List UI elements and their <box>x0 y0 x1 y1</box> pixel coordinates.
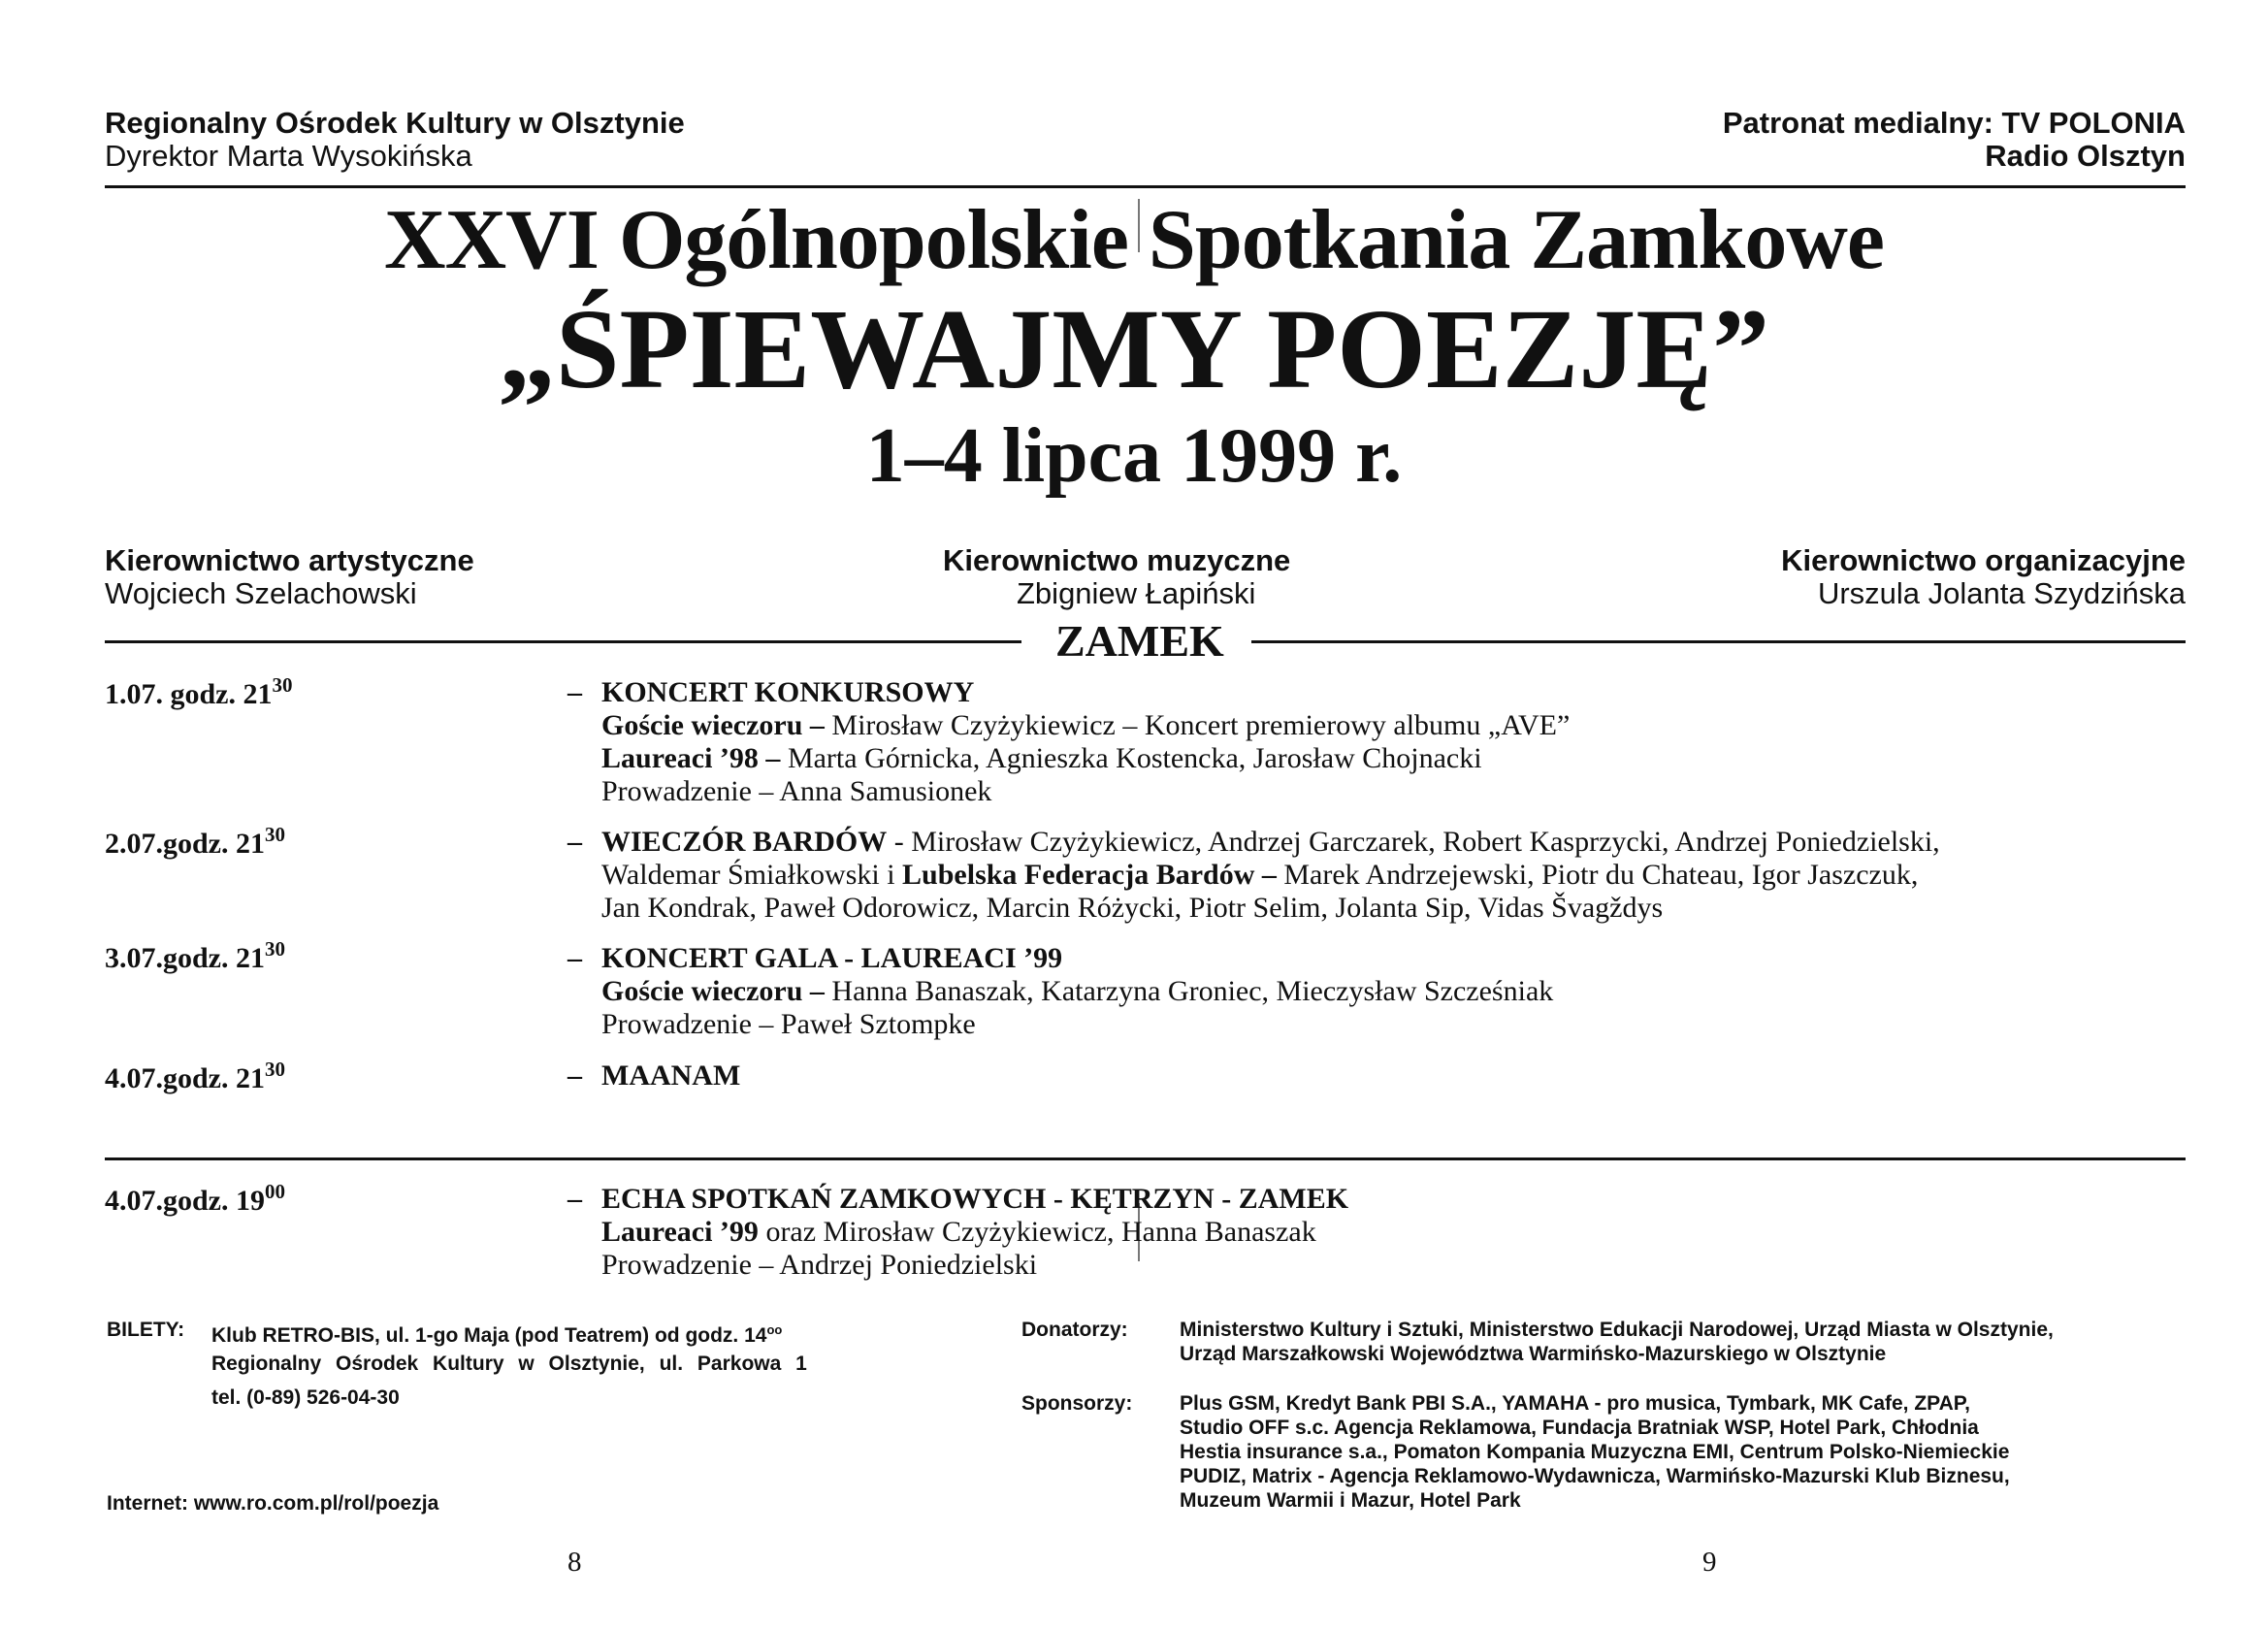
sponsors-line: Studio OFF s.c. Agencja Reklamowa, Fundacja Bratniak WSP, Hotel Park, Chłodnia <box>1180 1417 1979 1439</box>
music-director: Zbigniew Łapiński <box>1017 576 1256 610</box>
director-name: Dyrektor Marta Wysokińska <box>105 139 472 173</box>
event-title: KONCERT GALA - LAUREACI ’99 <box>601 942 1063 974</box>
event-date: 4.07.godz. $21^{30}$ <box>105 1058 285 1094</box>
event-line: Goście wieczoru – Mirosław Czyżykiewicz – Koncert premierowy albumu „AVE” <box>601 709 1571 741</box>
event-date: 3.07.godz. $21^{30}$ <box>105 937 285 974</box>
event-title: ECHA SPOTKAŃ ZAMKOWYCH - KĘTRZYN - ZAMEK <box>601 1183 1349 1215</box>
tickets-label: BILETY: <box>107 1319 185 1341</box>
section-title: ZAMEK <box>1055 616 1224 666</box>
artistic-direction-label: Kierownictwo artystyczne <box>105 543 474 577</box>
zamek-rule-left <box>105 640 1021 643</box>
event-time-minutes: 30 <box>265 823 285 846</box>
event-line: Waldemar Śmiałkowski i Lubelska Federacja Bardów – Marek Andrzejewski, Piotr du Chateau, Igor Jaszczuk, <box>601 859 1919 891</box>
event-line: Jan Kondrak, Paweł Odorowicz, Marcin Różycki, Piotr Selim, Jolanta Sip, Vidas Švagždys <box>601 892 1664 924</box>
festival-dates: 1–4 lipca 1999 r. <box>865 413 1403 499</box>
sponsors-line: Plus GSM, Kredyt Bank PBI S.A., YAMAHA - pro musica, Tymbark, MK Cafe, ZPAP, <box>1180 1392 1970 1415</box>
sponsors-label: Sponsorzy: <box>1021 1392 1133 1415</box>
internet-address: Internet: www.ro.com.pl/rol/poezja <box>107 1492 439 1515</box>
media-patron: Patronat medialny: TV POLONIA <box>1722 106 2186 140</box>
event-line: Prowadzenie – Anna Samusionek <box>601 775 992 807</box>
festival-motto: „ŚPIEWAJMY POEZJĘ” <box>498 285 1770 412</box>
event-line: Laureaci ’98 – Marta Górnicka, Agnieszka Kostencka, Jarosław Chojnacki <box>601 742 1482 774</box>
sponsors-line: Hestia insurance s.a., Pomaton Kompania Muzyczna EMI, Centrum Polsko-Niemieckie <box>1180 1441 2010 1463</box>
header-rule <box>105 185 2186 188</box>
page-number-right: 9 <box>1702 1547 1717 1578</box>
ketrzyn-rule <box>105 1157 2186 1160</box>
event-time-minutes: 00 <box>265 1180 285 1203</box>
event-line: Prowadzenie – Paweł Sztompke <box>601 1008 976 1040</box>
organizational-direction-label: Kierownictwo organizacyjne <box>1781 543 2186 577</box>
artistic-director: Wojciech Szelachowski <box>105 576 417 610</box>
event-time-minutes: 30 <box>265 1058 285 1081</box>
tickets-phone: tel. (0-89) 526-04-30 <box>211 1386 400 1409</box>
event-dash: – <box>567 1060 582 1092</box>
donors-line: Urząd Marszałkowski Województwa Warmińsko-Mazurskiego w Olsztynie <box>1180 1343 1887 1365</box>
event-dash: – <box>567 676 582 708</box>
event-dash: – <box>567 942 582 974</box>
event-line: Prowadzenie – Andrzej Poniedzielski <box>601 1249 1038 1281</box>
media-patron-radio: Radio Olsztyn <box>1985 139 2186 173</box>
donors-label: Donatorzy: <box>1021 1319 1128 1341</box>
tickets-office: Regionalny Ośrodek Kultury w Olsztynie, ul. Parkowa 1 <box>211 1353 807 1375</box>
event-date: 4.07.godz. $19^{00}$ <box>105 1180 285 1217</box>
zamek-rule-right <box>1251 640 2186 643</box>
tickets-time-minutes: oo <box>766 1322 783 1337</box>
sponsors-line: PUDIZ, Matrix - Agencja Reklamowo-Wydawnicza, Warmińsko-Mazurski Klub Biznesu, <box>1180 1465 2010 1487</box>
event-line: Laureaci ’99 oraz Mirosław Czyżykiewicz, Hanna Banaszak <box>601 1216 1316 1248</box>
event-date: 1.07. godz. $21^{30}$ <box>105 673 293 710</box>
event-dash: – <box>567 826 582 858</box>
event-time-minutes: 30 <box>272 673 293 697</box>
festival-title: XXVI Ogólnopolskie Spotkania Zamkowe <box>384 193 1884 287</box>
donors-line: Ministerstwo Kultury i Sztuki, Ministerstwo Edukacji Narodowej, Urząd Miasta w Olsztynie, <box>1180 1319 2054 1341</box>
event-line: Goście wieczoru – Hanna Banaszak, Katarzyna Groniec, Mieczysław Szcześniak <box>601 975 1554 1007</box>
event-dash: – <box>567 1183 582 1215</box>
event-time-minutes: 30 <box>265 937 285 961</box>
organizational-director: Urszula Jolanta Szydzińska <box>1817 576 2186 610</box>
event-title: WIECZÓR BARDÓW - Mirosław Czyżykiewicz, Andrzej Garczarek, Robert Kasprzycki, Andrzej Poniedzielski, <box>601 826 1940 858</box>
music-direction-label: Kierownictwo muzyczne <box>943 543 1291 577</box>
sponsors-line: Muzeum Warmii i Mazur, Hotel Park <box>1180 1489 1521 1512</box>
tickets-venue: Klub RETRO-BIS, ul. 1-go Maja (pod Teatrem) od godz. $14^{oo}$ <box>211 1322 783 1347</box>
event-title: MAANAM <box>601 1060 741 1092</box>
organizer-name: Regionalny Ośrodek Kultury w Olsztynie <box>105 106 685 140</box>
event-title: KONCERT KONKURSOWY <box>601 676 975 708</box>
page-number-left: 8 <box>567 1547 582 1578</box>
event-date: 2.07.godz. $21^{30}$ <box>105 823 285 860</box>
